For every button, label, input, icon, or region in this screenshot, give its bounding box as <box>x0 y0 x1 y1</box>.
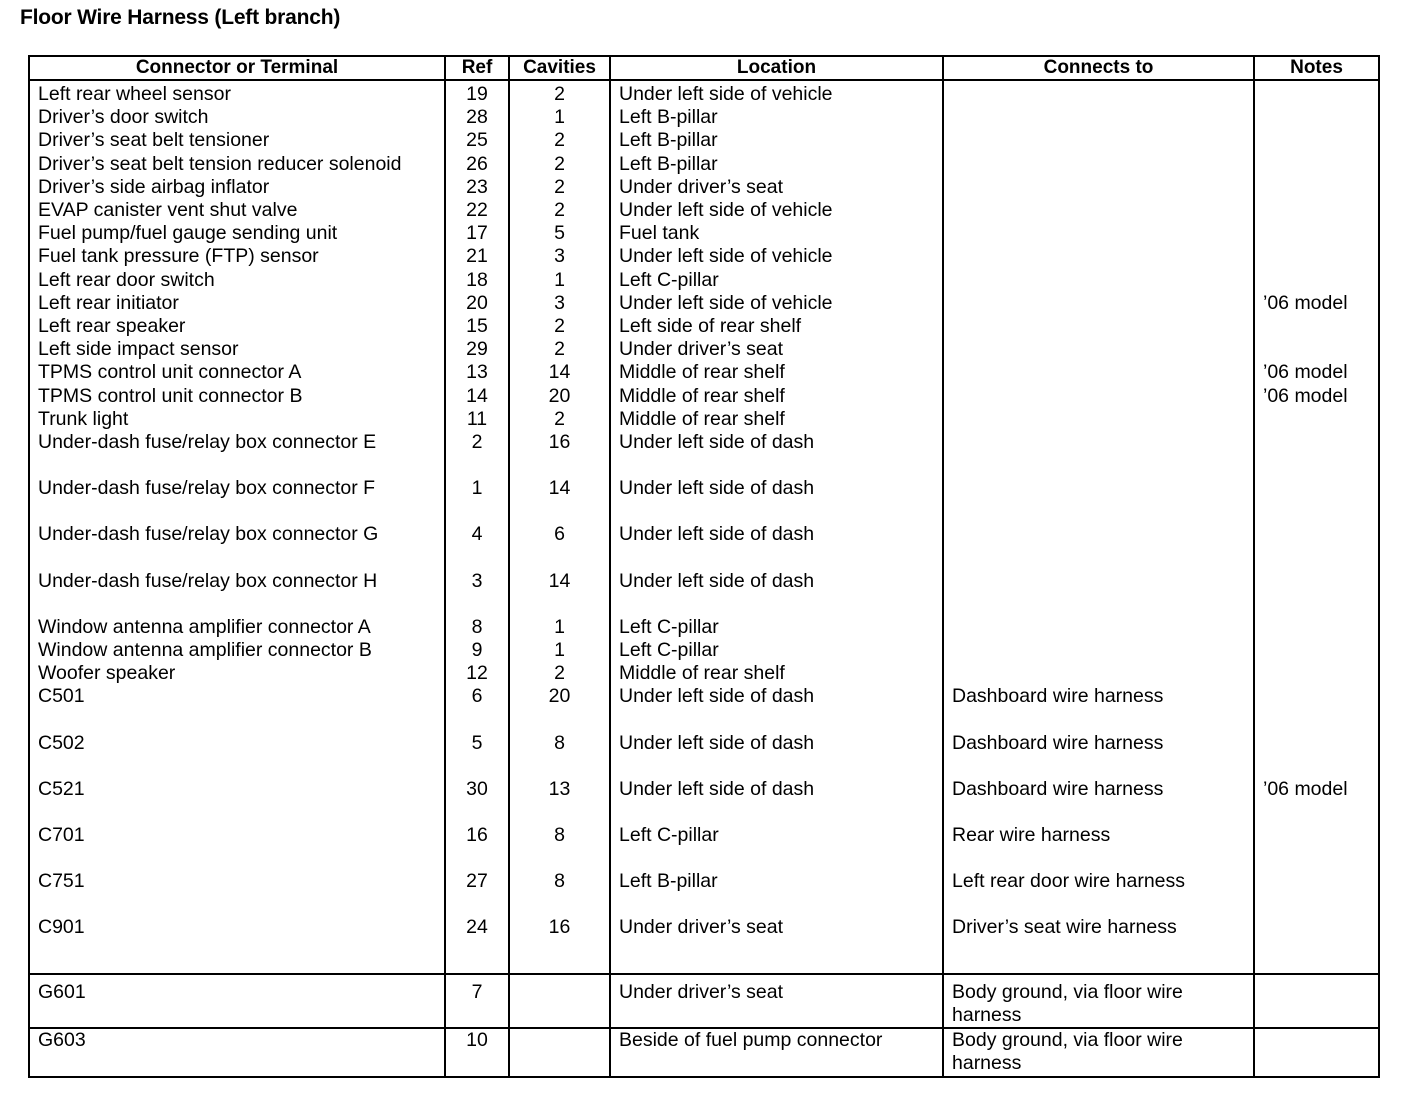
cell-ref: 8 <box>445 616 509 639</box>
spacer-cell <box>445 500 509 523</box>
cell-notes <box>1254 685 1379 708</box>
table-row <box>29 199 1379 222</box>
header-notes: Notes <box>1254 56 1379 80</box>
cell-cavities: 2 <box>509 662 610 685</box>
cell-location: Fuel tank <box>610 222 943 245</box>
cell-ref: 5 <box>445 732 509 755</box>
spacer-cell <box>943 801 1254 824</box>
cell-location: Under driver’s seat <box>610 916 943 939</box>
cell-ref: 25 <box>445 129 509 152</box>
cell-connects-to <box>943 431 1254 454</box>
cell-cavities: 2 <box>509 408 610 431</box>
spacer-cell <box>509 454 610 477</box>
table-row <box>29 176 1379 199</box>
cell-ref: 30 <box>445 778 509 801</box>
table-row <box>29 338 1379 361</box>
cell-connector: Left side impact sensor <box>29 338 445 361</box>
cell-ref: 12 <box>445 662 509 685</box>
cell-cavities: 1 <box>509 639 610 662</box>
cell-location: Under left side of dash <box>610 431 943 454</box>
cell-location: Under left side of dash <box>610 477 943 500</box>
cell-location: Left C-pillar <box>610 616 943 639</box>
spacer-cell <box>29 893 445 916</box>
cell-cavities <box>509 1028 610 1076</box>
table-row <box>29 315 1379 338</box>
cell-cavities <box>509 974 610 1028</box>
cell-connector: Woofer speaker <box>29 662 445 685</box>
table-row <box>29 245 1379 268</box>
row-spacer <box>29 593 1379 616</box>
cell-connector: C751 <box>29 870 445 893</box>
row-spacer <box>29 547 1379 570</box>
row-spacer <box>29 940 1379 963</box>
cell-cavities: 2 <box>509 338 610 361</box>
cell-connects-to: Left rear door wire harness <box>943 870 1254 893</box>
cell-cavities: 6 <box>509 523 610 546</box>
table-row <box>29 80 1379 106</box>
cell-connector: Under-dash fuse/relay box connector G <box>29 523 445 546</box>
table-row <box>29 824 1379 847</box>
cell-connects-to <box>943 176 1254 199</box>
cell-connects-to <box>943 477 1254 500</box>
table-row <box>29 385 1379 408</box>
cell-connects-to <box>943 315 1254 338</box>
cell-notes <box>1254 570 1379 593</box>
cell-cavities: 14 <box>509 477 610 500</box>
cell-notes <box>1254 338 1379 361</box>
cell-location: Middle of rear shelf <box>610 662 943 685</box>
row-spacer <box>29 755 1379 778</box>
cell-ref: 10 <box>445 1028 509 1076</box>
cell-ref: 23 <box>445 176 509 199</box>
spacer-cell <box>509 940 610 963</box>
cell-location: Under left side of vehicle <box>610 199 943 222</box>
spacer-cell <box>445 847 509 870</box>
spacer-cell <box>29 454 445 477</box>
cell-notes: ’06 model <box>1254 361 1379 384</box>
cell-connector: Fuel tank pressure (FTP) sensor <box>29 245 445 268</box>
cell-connects-to <box>943 523 1254 546</box>
cell-connector: C901 <box>29 916 445 939</box>
spacer-cell <box>610 847 943 870</box>
cell-connects-to <box>943 292 1254 315</box>
row-spacer <box>29 893 1379 916</box>
cell-location: Under left side of vehicle <box>610 245 943 268</box>
spacer-cell <box>610 755 943 778</box>
table-row <box>29 974 1379 1028</box>
cell-connects-to <box>943 153 1254 176</box>
ground-rows <box>29 974 1379 1077</box>
cell-connector: Left rear speaker <box>29 315 445 338</box>
table-row <box>29 523 1379 546</box>
cell-connects-to <box>943 269 1254 292</box>
cell-notes <box>1254 315 1379 338</box>
cell-cavities: 1 <box>509 616 610 639</box>
table-header-row <box>29 56 1379 80</box>
cell-connector: TPMS control unit connector A <box>29 361 445 384</box>
cell-ref: 7 <box>445 974 509 1028</box>
cell-cavities: 13 <box>509 778 610 801</box>
table-row <box>29 685 1379 708</box>
spacer-cell <box>1254 801 1379 824</box>
spacer-cell <box>1254 547 1379 570</box>
cell-connects-to: Dashboard wire harness <box>943 778 1254 801</box>
cell-location: Left side of rear shelf <box>610 315 943 338</box>
connector-table <box>28 55 1380 1078</box>
spacer-cell <box>610 454 943 477</box>
cell-connector: Window antenna amplifier connector B <box>29 639 445 662</box>
spacer-cell <box>1254 454 1379 477</box>
cell-ref: 17 <box>445 222 509 245</box>
spacer-cell <box>445 755 509 778</box>
header-location: Location <box>610 56 943 80</box>
header-connects-to: Connects to <box>943 56 1254 80</box>
cell-ref: 15 <box>445 315 509 338</box>
cell-notes <box>1254 106 1379 129</box>
section-spacer <box>29 963 1379 974</box>
cell-notes <box>1254 176 1379 199</box>
header-connector: Connector or Terminal <box>29 56 445 80</box>
cell-connector: Left rear initiator <box>29 292 445 315</box>
spacer-cell <box>445 801 509 824</box>
cell-connector: G601 <box>29 974 445 1028</box>
cell-connects-to: Dashboard wire harness <box>943 685 1254 708</box>
spacer-cell <box>29 801 445 824</box>
spacer-cell <box>29 547 445 570</box>
cell-connects-to <box>943 338 1254 361</box>
table-row <box>29 778 1379 801</box>
cell-location: Beside of fuel pump connector <box>610 1028 943 1076</box>
cell-notes <box>1254 824 1379 847</box>
spacer-cell <box>29 709 445 732</box>
cell-connects-to <box>943 408 1254 431</box>
cell-connects-to: Body ground, via floor wire harness <box>943 1028 1254 1076</box>
spacer-cell <box>509 847 610 870</box>
spacer-cell <box>943 893 1254 916</box>
cell-notes <box>1254 431 1379 454</box>
row-spacer <box>29 500 1379 523</box>
table-row <box>29 129 1379 152</box>
header-ref: Ref <box>445 56 509 80</box>
page-title: Floor Wire Harness (Left branch) <box>20 6 341 29</box>
cell-location: Middle of rear shelf <box>610 361 943 384</box>
cell-location: Under left side of dash <box>610 685 943 708</box>
cell-connects-to: Body ground, via floor wire harness <box>943 974 1254 1028</box>
cell-connector: Driver’s side airbag inflator <box>29 176 445 199</box>
spacer-cell <box>943 847 1254 870</box>
cell-connector: C521 <box>29 778 445 801</box>
cell-connects-to <box>943 662 1254 685</box>
cell-notes <box>1254 732 1379 755</box>
spacer-cell <box>1254 709 1379 732</box>
table-row <box>29 106 1379 129</box>
cell-connector: C701 <box>29 824 445 847</box>
cell-ref: 4 <box>445 523 509 546</box>
spacer-cell <box>610 940 943 963</box>
cell-connector: TPMS control unit connector B <box>29 385 445 408</box>
cell-notes <box>1254 639 1379 662</box>
cell-connects-to <box>943 199 1254 222</box>
cell-connects-to <box>943 616 1254 639</box>
spacer-cell <box>943 940 1254 963</box>
cell-cavities: 2 <box>509 153 610 176</box>
cell-cavities: 14 <box>509 361 610 384</box>
table-row <box>29 361 1379 384</box>
cell-ref: 21 <box>445 245 509 268</box>
cell-cavities: 8 <box>509 732 610 755</box>
cell-notes: ’06 model <box>1254 292 1379 315</box>
spacer-cell <box>943 500 1254 523</box>
table-row <box>29 570 1379 593</box>
cell-location: Left B-pillar <box>610 106 943 129</box>
spacer-cell <box>509 755 610 778</box>
table-row <box>29 408 1379 431</box>
cell-connector: Trunk light <box>29 408 445 431</box>
spacer-cell <box>943 593 1254 616</box>
header-cavities: Cavities <box>509 56 610 80</box>
cell-location: Left B-pillar <box>610 129 943 152</box>
cell-cavities: 8 <box>509 824 610 847</box>
cell-location: Left C-pillar <box>610 269 943 292</box>
spacer-cell <box>509 963 610 974</box>
cell-location: Middle of rear shelf <box>610 385 943 408</box>
spacer-cell <box>29 940 445 963</box>
spacer-cell <box>610 709 943 732</box>
spacer-cell <box>509 893 610 916</box>
spacer-cell <box>445 454 509 477</box>
spacer-cell <box>445 709 509 732</box>
spacer-cell <box>29 500 445 523</box>
cell-cavities: 2 <box>509 315 610 338</box>
cell-connects-to <box>943 245 1254 268</box>
cell-ref: 24 <box>445 916 509 939</box>
cell-ref: 26 <box>445 153 509 176</box>
row-spacer <box>29 801 1379 824</box>
table-row <box>29 477 1379 500</box>
cell-ref: 19 <box>445 80 509 106</box>
cell-notes <box>1254 222 1379 245</box>
cell-ref: 2 <box>445 431 509 454</box>
cell-location: Left B-pillar <box>610 153 943 176</box>
cell-connector: Fuel pump/fuel gauge sending unit <box>29 222 445 245</box>
table-row <box>29 616 1379 639</box>
cell-connects-to: Rear wire harness <box>943 824 1254 847</box>
cell-connects-to <box>943 385 1254 408</box>
spacer-cell <box>610 963 943 974</box>
cell-notes <box>1254 245 1379 268</box>
cell-location: Under left side of dash <box>610 570 943 593</box>
spacer-cell <box>445 547 509 570</box>
cell-location: Under left side of dash <box>610 732 943 755</box>
cell-connects-to <box>943 639 1254 662</box>
table-row <box>29 870 1379 893</box>
cell-ref: 3 <box>445 570 509 593</box>
row-spacer <box>29 454 1379 477</box>
cell-connects-to: Dashboard wire harness <box>943 732 1254 755</box>
cell-connects-to <box>943 106 1254 129</box>
cell-ref: 22 <box>445 199 509 222</box>
cell-notes <box>1254 916 1379 939</box>
cell-cavities: 20 <box>509 685 610 708</box>
table-row <box>29 431 1379 454</box>
cell-cavities: 20 <box>509 385 610 408</box>
table-row <box>29 269 1379 292</box>
spacer-cell <box>1254 593 1379 616</box>
spacer-cell <box>29 963 445 974</box>
connector-rows <box>29 80 1379 974</box>
spacer-cell <box>610 801 943 824</box>
spacer-cell <box>943 454 1254 477</box>
cell-location: Under left side of vehicle <box>610 292 943 315</box>
table-row <box>29 292 1379 315</box>
cell-connects-to <box>943 361 1254 384</box>
cell-location: Left B-pillar <box>610 870 943 893</box>
table-row <box>29 916 1379 939</box>
spacer-cell <box>1254 847 1379 870</box>
cell-connector: C501 <box>29 685 445 708</box>
cell-connector: Under-dash fuse/relay box connector H <box>29 570 445 593</box>
spacer-cell <box>29 755 445 778</box>
spacer-cell <box>509 547 610 570</box>
cell-location: Left C-pillar <box>610 639 943 662</box>
cell-connector: Under-dash fuse/relay box connector F <box>29 477 445 500</box>
cell-cavities: 5 <box>509 222 610 245</box>
cell-location: Under left side of vehicle <box>610 80 943 106</box>
spacer-cell <box>943 547 1254 570</box>
cell-ref: 29 <box>445 338 509 361</box>
cell-ref: 9 <box>445 639 509 662</box>
spacer-cell <box>445 893 509 916</box>
row-spacer <box>29 709 1379 732</box>
cell-notes <box>1254 662 1379 685</box>
cell-cavities: 2 <box>509 129 610 152</box>
spacer-cell <box>1254 755 1379 778</box>
cell-cavities: 1 <box>509 106 610 129</box>
spacer-cell <box>610 547 943 570</box>
cell-notes: ’06 model <box>1254 385 1379 408</box>
spacer-cell <box>943 963 1254 974</box>
cell-connects-to: Driver’s seat wire harness <box>943 916 1254 939</box>
spacer-cell <box>943 709 1254 732</box>
table-row <box>29 1028 1379 1076</box>
cell-notes <box>1254 974 1379 1028</box>
row-spacer <box>29 847 1379 870</box>
cell-connector: C502 <box>29 732 445 755</box>
cell-ref: 27 <box>445 870 509 893</box>
cell-ref: 1 <box>445 477 509 500</box>
cell-notes <box>1254 153 1379 176</box>
cell-notes <box>1254 408 1379 431</box>
cell-notes: ’06 model <box>1254 778 1379 801</box>
table-row <box>29 639 1379 662</box>
spacer-cell <box>943 755 1254 778</box>
cell-notes <box>1254 129 1379 152</box>
cell-location: Under left side of dash <box>610 778 943 801</box>
cell-connector: Driver’s door switch <box>29 106 445 129</box>
cell-location: Middle of rear shelf <box>610 408 943 431</box>
cell-ref: 6 <box>445 685 509 708</box>
spacer-cell <box>610 593 943 616</box>
cell-connector: EVAP canister vent shut valve <box>29 199 445 222</box>
cell-cavities: 2 <box>509 199 610 222</box>
cell-cavities: 16 <box>509 916 610 939</box>
spacer-cell <box>29 593 445 616</box>
table-row <box>29 222 1379 245</box>
spacer-cell <box>509 709 610 732</box>
spacer-cell <box>445 940 509 963</box>
cell-connects-to <box>943 570 1254 593</box>
spacer-cell <box>1254 940 1379 963</box>
cell-cavities: 3 <box>509 292 610 315</box>
cell-ref: 28 <box>445 106 509 129</box>
cell-connector: Under-dash fuse/relay box connector E <box>29 431 445 454</box>
cell-ref: 16 <box>445 824 509 847</box>
spacer-cell <box>509 801 610 824</box>
cell-ref: 11 <box>445 408 509 431</box>
cell-cavities: 16 <box>509 431 610 454</box>
cell-location: Under driver’s seat <box>610 176 943 199</box>
cell-notes <box>1254 870 1379 893</box>
cell-connector: Driver’s seat belt tension reducer solenoid <box>29 153 445 176</box>
cell-notes <box>1254 477 1379 500</box>
table-row <box>29 153 1379 176</box>
cell-cavities: 3 <box>509 245 610 268</box>
spacer-cell <box>1254 893 1379 916</box>
spacer-cell <box>29 847 445 870</box>
cell-cavities: 14 <box>509 570 610 593</box>
spacer-cell <box>1254 963 1379 974</box>
cell-cavities: 1 <box>509 269 610 292</box>
table-row <box>29 732 1379 755</box>
cell-notes <box>1254 269 1379 292</box>
cell-ref: 14 <box>445 385 509 408</box>
cell-connects-to <box>943 80 1254 106</box>
cell-connector: Driver’s seat belt tensioner <box>29 129 445 152</box>
spacer-cell <box>445 963 509 974</box>
cell-connector: G603 <box>29 1028 445 1076</box>
cell-notes <box>1254 616 1379 639</box>
spacer-cell <box>509 593 610 616</box>
cell-location: Under left side of dash <box>610 523 943 546</box>
spacer-cell <box>1254 500 1379 523</box>
cell-connects-to <box>943 222 1254 245</box>
cell-notes <box>1254 1028 1379 1076</box>
cell-connects-to <box>943 129 1254 152</box>
spacer-cell <box>610 500 943 523</box>
cell-location: Under driver’s seat <box>610 974 943 1028</box>
cell-notes <box>1254 80 1379 106</box>
spacer-cell <box>509 500 610 523</box>
cell-location: Left C-pillar <box>610 824 943 847</box>
cell-cavities: 2 <box>509 176 610 199</box>
cell-ref: 18 <box>445 269 509 292</box>
cell-ref: 13 <box>445 361 509 384</box>
cell-notes <box>1254 199 1379 222</box>
cell-cavities: 2 <box>509 80 610 106</box>
cell-cavities: 8 <box>509 870 610 893</box>
spacer-cell <box>610 893 943 916</box>
cell-location: Under driver’s seat <box>610 338 943 361</box>
cell-connector: Left rear door switch <box>29 269 445 292</box>
cell-connector: Left rear wheel sensor <box>29 80 445 106</box>
cell-notes <box>1254 523 1379 546</box>
spacer-cell <box>445 593 509 616</box>
table-row <box>29 662 1379 685</box>
cell-ref: 20 <box>445 292 509 315</box>
cell-connector: Window antenna amplifier connector A <box>29 616 445 639</box>
